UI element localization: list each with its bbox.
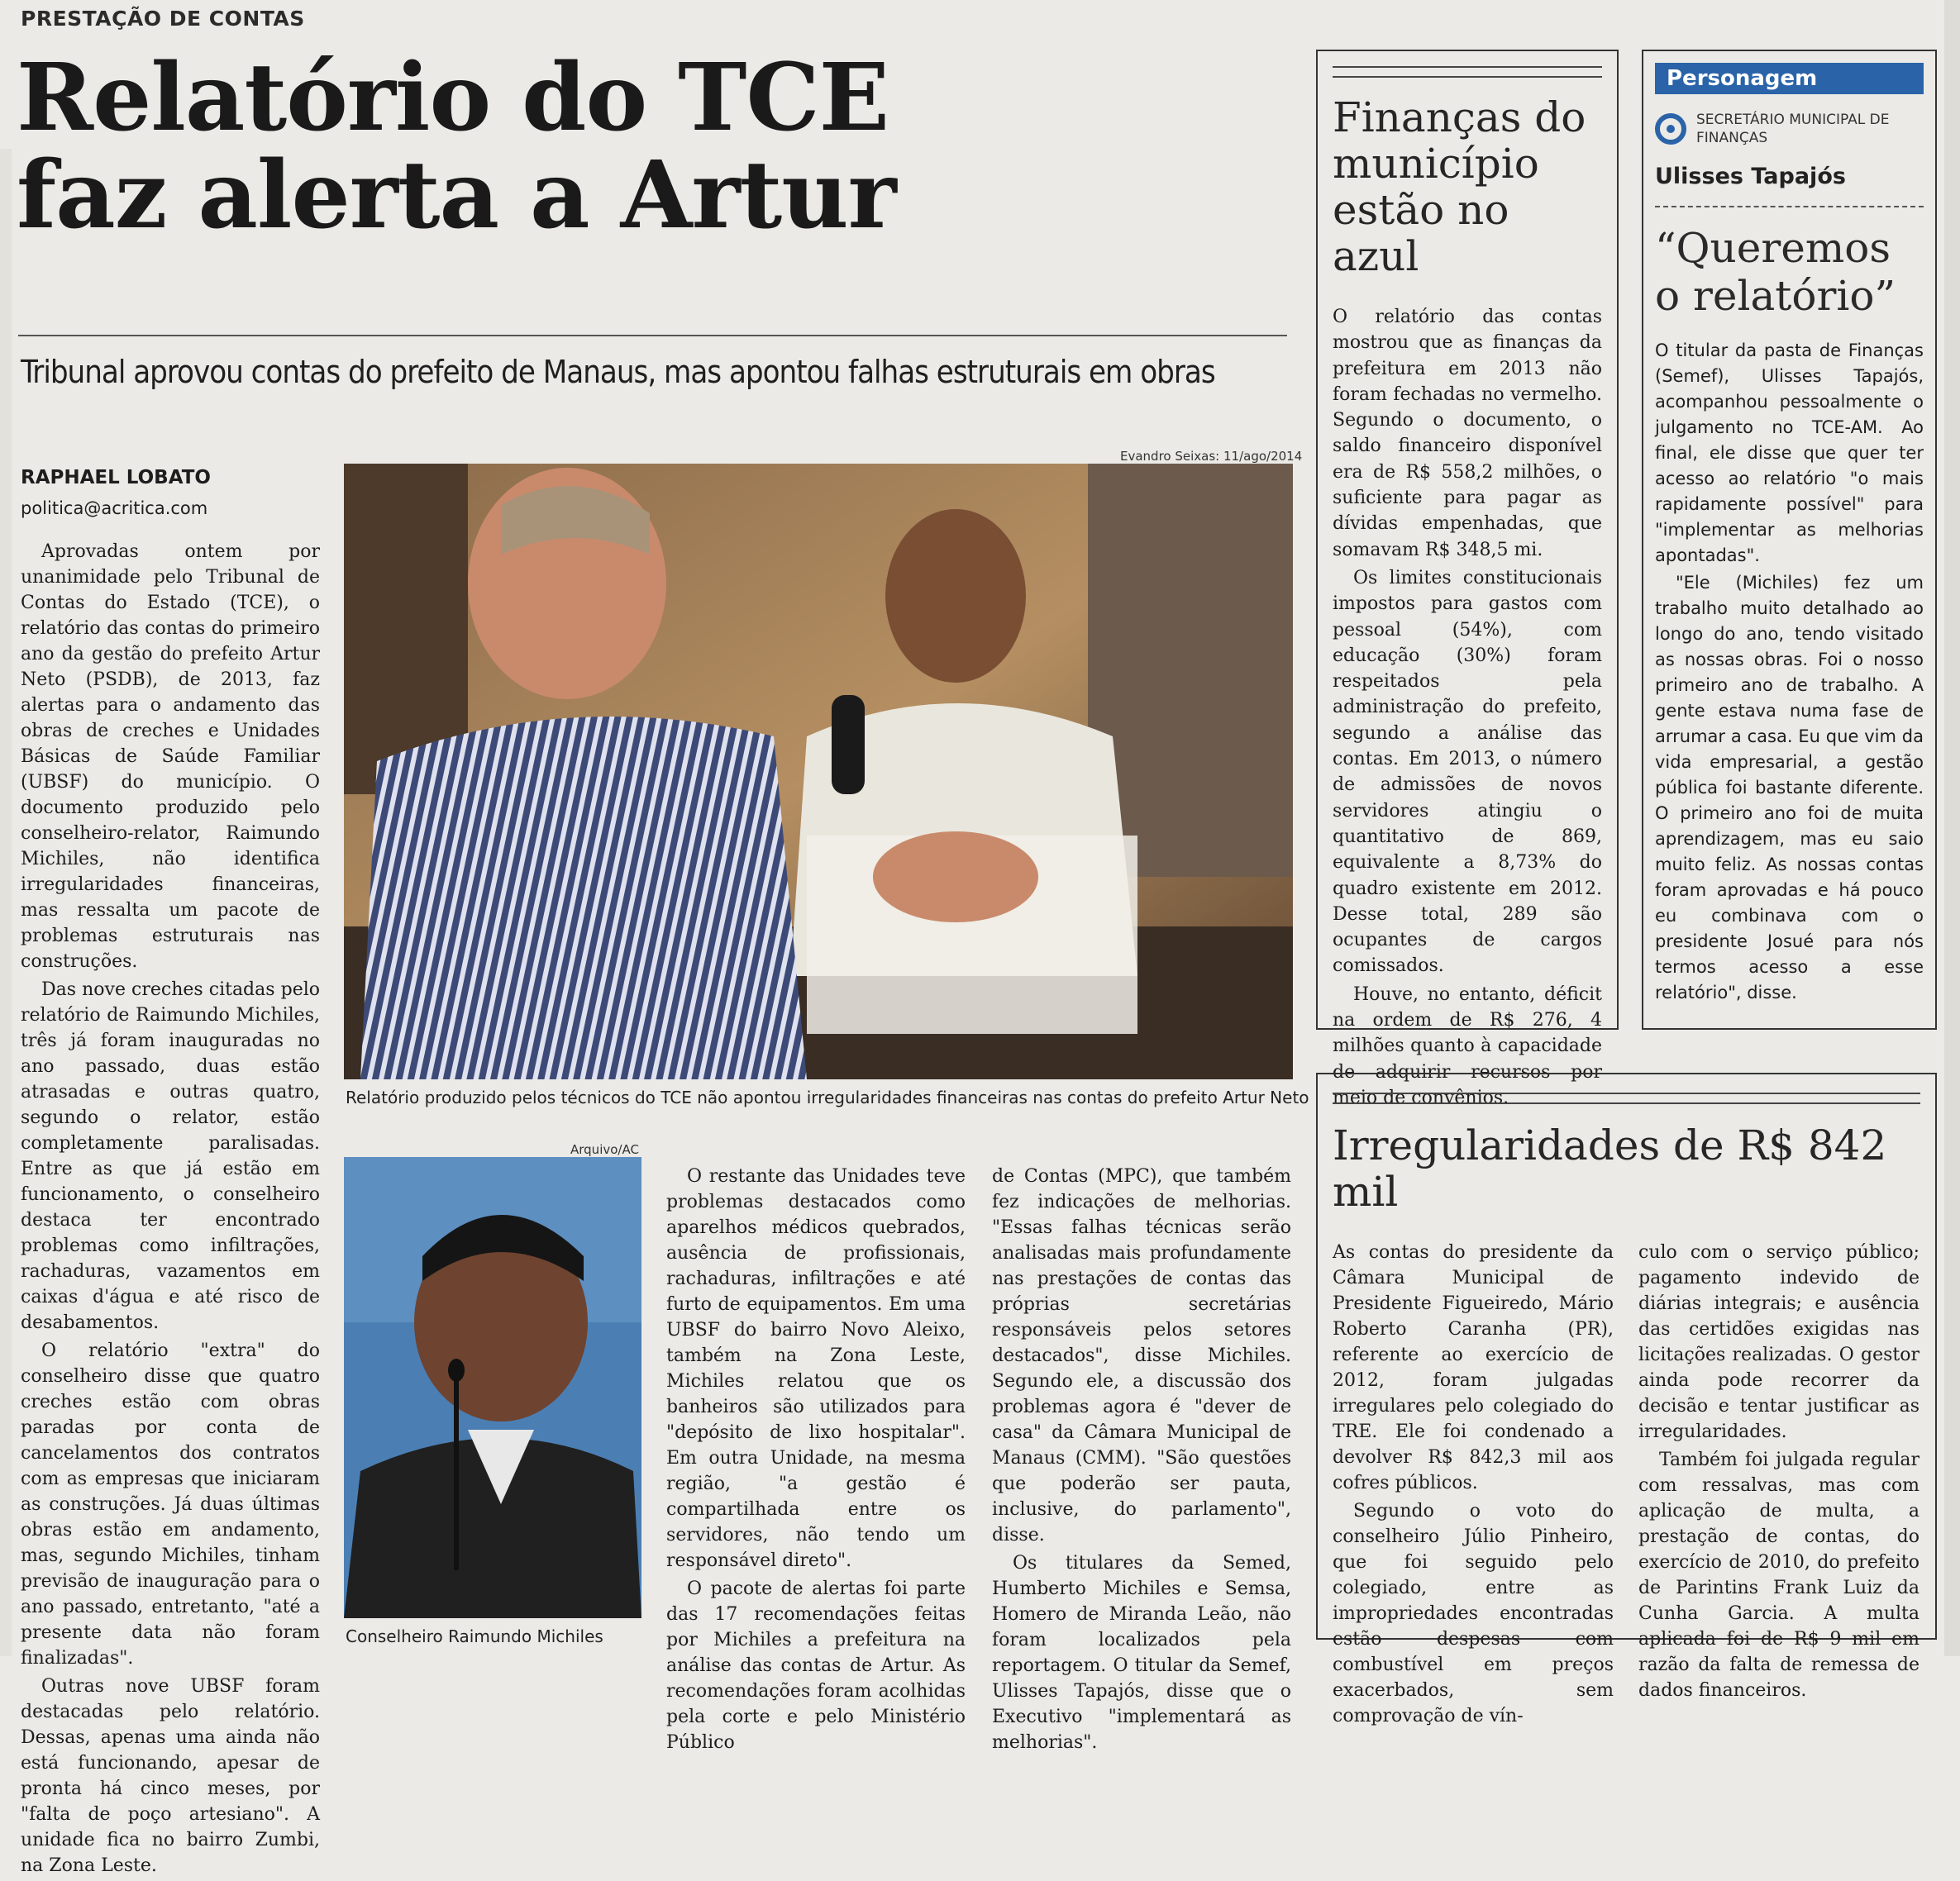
paragraph: O titular da pasta de Finanças (Semef), Ulisses Tapajós, acompanhou pessoalmente o julgamento no TCE-AM. Ao final, ele disse que quer ter acesso ao relatório "o mais rapidamente possível" para "implementar as melhorias apontadas". (1655, 340, 1924, 565)
main-photo (344, 464, 1293, 1079)
personagem-box (1642, 50, 1937, 1030)
paragraph: Outras nove UBSF foram destacadas pelo relatório. Dessas, apenas uma ainda não está funcionando, apesar de pronta há cinco meses, por "falta de poço artesiano". A unidade fica no bairro Zumbi, na Zona Leste. (21, 1676, 320, 1876)
headline (17, 44, 1257, 250)
personagem-divider (1655, 206, 1924, 207)
photo-credit: Evandro Seixas: 11/ago/2014 (1120, 449, 1303, 464)
second-photo-credit: Arquivo/AC (570, 1142, 639, 1157)
byline-author: RAPHAEL LOBATO (21, 467, 211, 488)
paragraph: Os limites constitucionais impostos para gastos com pessoal (54%), com educação (30%) foram respeitados pela administração do prefeito, segundo a análise das contas. Em 2013, o número de admissões de novos servidores atingiu o quantitativo de 869, equivalente a 8,73% do quadro existente em 2012. Desse total, 289 são ocupantes de cargos comissados. (1333, 567, 1602, 977)
financas-title: Finanças do município estão no azul (1333, 93, 1586, 280)
headline-rule (18, 335, 1287, 336)
paragraph: O relatório "extra" do conselheiro disse que quatro creches estão com obras paradas por conta de cancelamentos dos contratos com as empresas que iniciaram as construções. Já duas últimas obras estão em andamento, mas, segundo Michiles, tinham previsão de inauguração para o ano passado, entretanto, "até a presente data não foram finalizadas". (21, 1341, 320, 1669)
paragraph: "Ele (Michiles) fez um trabalho muito detalhado ao longo do ano, tendo visitado as nossas obras. Foi o nosso primeiro ano de trabalho. A gente estava numa fase de arrumar a casa. Eu que vim da vida empresarial, a gestão pública foi bastante diferente. O primeiro ano foi de muita aprendizagem, mas eu saio muito feliz. As nossas contas foram aprovadas e há pouco eu combinava com o presidente Josué para nós termos acesso a esse relatório", disse. (1655, 573, 1924, 1002)
paragraph: Também foi julgada regular com ressalvas, mas com aplicação de multa, a prestação de contas, do exercício de 2010, do prefeito de Parintins Frank Luiz da Cunha Garcia. A multa aplicada foi de R$ 9 mil em razão da falta de remessa de dados financeiros. (1638, 1450, 1919, 1701)
box-top-rules (1333, 1093, 1920, 1104)
adjacent-page-strip-right (1944, 0, 1960, 1656)
paragraph: Aprovadas ontem por unanimidade pelo Tribunal de Contas do Estado (TCE), o relatório das contas do primeiro ano da gestão do prefeito Artur Neto (PSDB), de 2013, faz alertas para o andamento das obras de creches e Unidades Básicas de Saúde Familiar (UBSF) do município. O documento produzido pelo conselheiro-relator, Raimundo Michiles, não identifica irregularidades financeiras, mas ressalta um pacote de problemas estruturais nas construções. (21, 541, 320, 972)
paragraph: de Contas (MPC), que também fez indicações de melhorias. "Essas falhas técnicas serão analisadas mais profundamente nas prestações de contas das próprias secretárias responsáveis pelos setores destacados", disse Michiles. Segundo ele, a discussão dos problemas agora é "dever de casa" da Câmara Municipal de Manaus (CMM). "São questões que poderão ser pauta, inclusive, do parlamento", disse. (992, 1166, 1291, 1545)
irregularidades-col-2 (1638, 1240, 1919, 1731)
irregularidades-box (1316, 1073, 1937, 1726)
article-column-3 (992, 1164, 1291, 1758)
paragraph: culo com o serviço público; pagamento indevido de diárias integrais; e ausência das certidões exigidas nas licitações realizadas. O gestor ainda pode recorrer da decisão e tentar justificar as irregularidades. (1638, 1242, 1919, 1442)
second-photo-image (344, 1157, 641, 1618)
article-column-2 (666, 1164, 966, 1758)
second-photo (344, 1157, 641, 1618)
target-icon (1655, 113, 1686, 145)
section-kicker: PRESTAÇÃO DE CONTAS (21, 7, 305, 31)
box-top-rules (1333, 66, 1602, 78)
personagem-quote: “Queremos o relatório” (1655, 224, 1896, 320)
personagem-name: Ulisses Tapajós (1655, 164, 1846, 189)
irregularidades-columns (1333, 1240, 1920, 1731)
personagem-badge: Personagem (1655, 63, 1924, 94)
personagem-role-row (1655, 111, 1924, 147)
headline-line-1: Relatório do TCE (17, 44, 889, 152)
financas-body (1333, 304, 1602, 1111)
main-photo-caption: Relatório produzido pelos técnicos do TCE não apontou irregularidades financeiras nas contas do prefeito Artur Neto (346, 1088, 1309, 1107)
paragraph: Os titulares da Semed, Humberto Michiles e Semsa, Homero de Miranda Leão, não foram localizados pela reportagem. O titular da Semef, Ulisses Tapajós, disse que o Executivo "implementará as melhorias". (992, 1553, 1291, 1753)
headline-line-2: faz alerta a Artur (17, 141, 896, 250)
paragraph: O relatório das contas mostrou que as finanças da prefeitura em 2013 não foram fechadas no vermelho. Segundo o documento, o saldo financeiro disponível era de R$ 558,2 milhões, o suficiente para pagar as dívidas empenhadas, que somavam R$ 348,5 mi. (1333, 307, 1602, 560)
article-column-1 (21, 539, 320, 1881)
main-photo-image (344, 464, 1293, 1079)
personagem-role: SECRETÁRIO MUNICIPAL DE FINANÇAS (1696, 112, 1890, 146)
subheadline: Tribunal aprovou contas do prefeito de Manaus, mas apontou falhas estruturais em obras (21, 354, 1215, 390)
paragraph: Houve, no entanto, déficit na ordem de R$ 276, 4 milhões quanto à capacidade de adquirir recursos por meio de convênios. (1333, 983, 1602, 1108)
irregularidades-col-1 (1333, 1240, 1614, 1731)
financas-sidebar-box (1316, 50, 1619, 1108)
byline-email: politica@acritica.com (21, 498, 208, 518)
paragraph: As contas do presidente da Câmara Municipal de Presidente Figueiredo, Mário Roberto Caranha (PR), referente ao exercício de 2012, foram julgadas irregulares pelo colegiado do TRE. Ele foi condenado a devolver R$ 842,3 mil aos cofres públicos. (1333, 1242, 1614, 1493)
irregularidades-title: Irregularidades de R$ 842 mil (1333, 1121, 1887, 1216)
second-photo-caption: Conselheiro Raimundo Michiles (346, 1626, 603, 1646)
paragraph: Das nove creches citadas pelo relatório de Raimundo Michiles, três já foram inauguradas no ano passado, duas estão atrasadas e outras quatro, segundo o relator, estão completamente paralisadas. Entre as que já estão em funcionamento, o conselheiro destaca ter encontrado problemas como infiltrações, rachaduras, vazamentos em caixas d'água e até risco de desabamentos. (21, 979, 320, 1333)
personagem-body (1655, 338, 1924, 1006)
showthrough-text (1290, 74, 1319, 172)
paragraph: Segundo o voto do conselheiro Júlio Pinheiro, que foi seguido pelo colegiado, entre as impropriedades encontradas estão despesas com combustível em preços exacerbados, sem comprovação de vín- (1333, 1501, 1614, 1726)
adjacent-page-strip (0, 149, 12, 1656)
paragraph: O restante das Unidades teve problemas destacados como aparelhos médicos quebrados, ausência de profissionais, rachaduras, infiltrações e até furto de equipamentos. Em uma UBSF do bairro Novo Aleixo, também na Zona Leste, Michiles relatou que os banheiros são utilizados para "depósito de lixo hospitalar". Em outra Unidade, na mesma região, "a gestão é compartilhada entre os servidores, não tendo um responsável direto". (666, 1166, 966, 1571)
paragraph: O pacote de alertas foi parte das 17 recomendações feitas por Michiles a prefeitura na análise das contas de Artur. As recomendações foram acolhidas pela corte e pelo Ministério Público (666, 1579, 966, 1753)
